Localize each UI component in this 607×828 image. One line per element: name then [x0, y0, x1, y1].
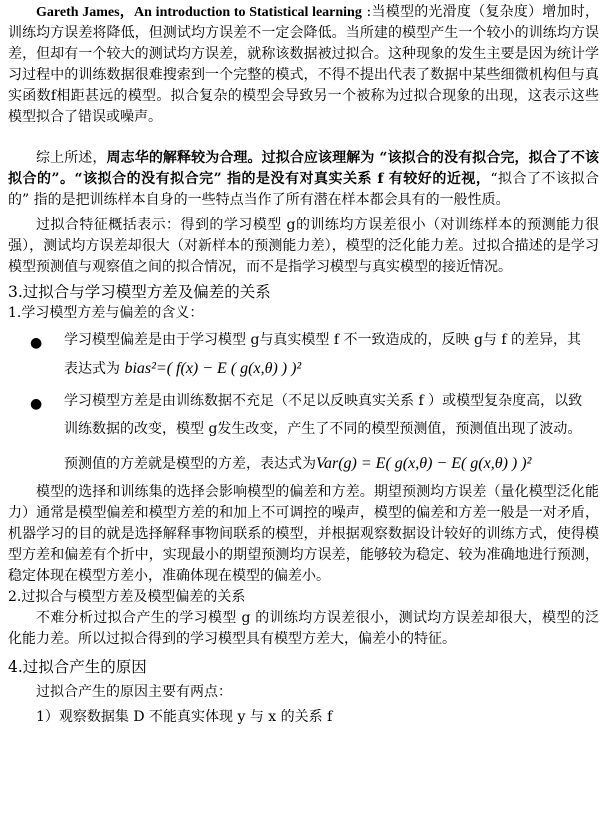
summary-bold: 周志华的解释较为合理。过拟合应该理解为 “该拟合的没有拟合完，拟合了不该拟合的”。“该拟合的没有拟合完” 指的是没有对真实关系 f 有较好的近视， — [8, 150, 599, 187]
bullet-bias — [8, 330, 599, 351]
paragraph-summary — [8, 148, 599, 211]
blank-line — [8, 128, 599, 148]
book-title: An introduction to Statistical learning — [134, 5, 362, 20]
bullet-dot-icon: ● — [30, 396, 43, 412]
bullet-dot-icon: ● — [30, 335, 43, 351]
bias-formula-line — [8, 351, 599, 387]
variance-formula-line — [8, 446, 599, 482]
paragraph-james — [8, 2, 599, 128]
section-3-heading: 3.过拟合与学习模型方差及偏差的关系 — [8, 283, 271, 301]
bullet-variance-text: 学习模型方差是由训练数据不充足（不足以反映真实关系 f ）或模型复杂度高，以致 — [64, 393, 583, 409]
subheading-1: 1.学习模型方差与偏差的含义： — [8, 305, 204, 321]
paragraph-overfit-features: 过拟合特征概括表示：得到的学习模型 g的训练均方误差很小（对训练样本的预测能力很强），测试均方误差却很大（对新样本的预测能力差），模型的泛化能力差。过拟合描述的是学习模型预测值与观察值之间的拟合情况，而不是指学习模型与真实模型的接近情况。 — [8, 217, 599, 275]
bullet-bias-text: 学习模型偏差是由于学习模型 g与真实模型 f 不一致造成的，反映 g与 f 的差异，其 — [64, 332, 581, 348]
author-name: Gareth James， — [36, 5, 135, 20]
summary-rest: “拟合了不该拟合的” 指的是把训练样本自身的一些特点当作了所有潜在样本都会具有的一般性质。 — [8, 171, 599, 208]
summary-lead: 综上所述， — [36, 150, 107, 166]
variance-formula-label: 预测值的方差就是模型的方差，表达式为 — [64, 456, 316, 472]
bullet-variance-line2: 训练数据的改变，模型 g发生改变，产生了不同的模型预测值，预测值出现了波动。 — [64, 421, 582, 437]
section-4-heading: 4.过拟合产生的原因 — [8, 658, 147, 676]
bias-formula: bias²=( f(x) − E ( g(x,θ) ) )² — [124, 360, 302, 377]
bias-formula-label: 表达式为 — [64, 361, 120, 377]
bullet-variance — [8, 391, 599, 412]
paragraph-model-selection: 模型的选择和训练集的选择会影响模型的偏差和方差。期望预测均方误差（量化模型泛化能力）通常是模型偏差和模型方差的和加上不可调控的噪声，模型的偏差和方差一般是一对矛盾，机器学习的目的就是选择解释事物间联系的模型，并根据观察数据设计较好的训练方式，使得模型方差和偏差有个折中，实现最小的期望预测均方误差，能够较为稳定、较为准确地进行预测，稳定体现在模型方差小，准确体现在模型的偏差小。 — [8, 484, 599, 584]
subheading-2: 2.过拟合与模型方差及模型偏差的关系 — [8, 589, 246, 605]
cause-item-1: 1）观察数据集 D 不能真实体现 y 与 x 的关系 f — [36, 709, 333, 725]
variance-formula: Var(g) = E( g(x,θ) − E( g(x,θ) ) )² — [316, 455, 532, 472]
paragraph-james-text: :当模型的光滑度（复杂度）增加时，训练均方误差将降低，但测试均方误差不一定会降低。当所建的模型产生一个较小的训练均方误差，但却有一个较大的测试均方误差，就称该数据被过拟合。这种现象的发生主要是因为统计学习过程中的训练数据很难搜索到一个完整的模式，不得不提出代表了数据中某些细微机构但与真实函数f相距甚远的模型。拟合复杂的模型会导致另一个被称为过拟合现象的出现，这表示这些模型拟合了错误或噪声。 — [8, 4, 599, 125]
paragraph-overfit-variance: 不难分析过拟合产生的学习模型 g 的训练均方误差很小，测试均方误差却很大，模型的泛化能力差。所以过拟合得到的学习模型具有模型方差大，偏差小的特征。 — [8, 610, 599, 647]
paragraph-causes: 过拟合产生的原因主要有两点： — [36, 684, 232, 700]
